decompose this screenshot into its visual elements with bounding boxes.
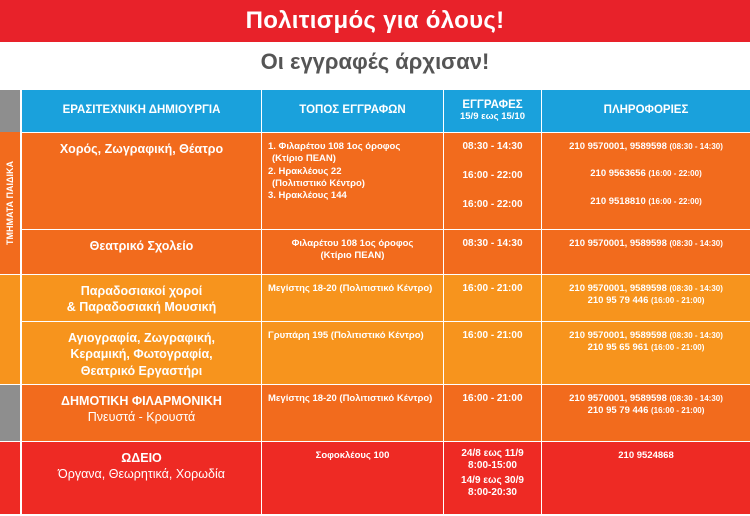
table-row — [22, 230, 750, 274]
activity-cell: ΩΔΕΙΟ Όργανα, Θεωρητικά, Χορωδία — [22, 442, 262, 514]
side-label-children: ΤΜΗΜΑΤΑ ΠΑΙΔΙΚΑ — [5, 160, 16, 246]
header-place: ΤΟΠΟΣ ΕΓΓΡΑΦΩΝ — [262, 90, 444, 132]
table-row — [22, 133, 750, 229]
place-cell: Γρυπάρη 195 (Πολιτιστικό Κέντρο) — [262, 322, 444, 384]
time-cell: 16:00 - 21:00 — [444, 322, 542, 384]
time-cell: 08:30 - 14:30 16:00 - 22:00 16:00 - 22:00 — [444, 133, 542, 229]
table-row — [22, 442, 750, 514]
place-cell: 1. Φιλαρέτου 108 1ος όροφος (Κτίριο ΠΕΑΝ) 2. Ηρακλέους 22 (Πολιτιστικό Κέντρο) 3. Ηρακλέους 144 — [262, 133, 444, 229]
side-strip-philharmonic — [0, 385, 20, 441]
info-cell: 210 9570001, 9589598 (08:30 - 14:30) 210 95 79 446 (16:00 - 21:00) — [569, 393, 723, 417]
info-cell: 210 9570001, 9589598 (08:30 - 14:30) 210 95 79 446 (16:00 - 21:00) — [569, 283, 723, 307]
table-row — [22, 275, 750, 321]
side-strip-children — [0, 132, 20, 274]
header-activity: ΕΡΑΣΙΤΕΧΝΙΚΗ ΔΗΜΙΟΥΡΓΙΑ — [22, 90, 262, 132]
header-registration: ΕΓΓΡΑΦΕΣ 15/9 εως 15/10 — [444, 90, 542, 132]
place-cell: Μεγίστης 18-20 (Πολιτιστικό Κέντρο) — [262, 385, 444, 441]
time-cell: 16:00 - 21:00 — [444, 275, 542, 321]
activity-cell: Χορός, Ζωγραφική, Θέατρο — [22, 133, 262, 229]
place-cell: Σοφοκλέους 100 — [262, 442, 444, 514]
activity-cell: Θεατρικό Σχολείο — [22, 230, 262, 274]
side-strip-conservatory — [0, 442, 20, 514]
side-strip-header — [0, 90, 20, 132]
info-cell: 210 9570001, 9589598 (08:30 - 14:30) — [569, 238, 723, 249]
place-cell: Φιλαρέτου 108 1ος όροφος (Κτίριο ΠΕΑΝ) — [262, 230, 444, 274]
info-cell: 210 9570001, 9589598 (08:30 - 14:30) 210 9563656 (16:00 - 22:00) 210 9518810 (16:00 - 22:00) — [569, 141, 723, 207]
info-cell: 210 9524868 — [618, 450, 674, 461]
table-row — [22, 385, 750, 441]
header-info: ΠΛΗΡΟΦΟΡΙΕΣ — [603, 104, 689, 117]
time-cell: 08:30 - 14:30 — [444, 230, 542, 274]
activity-cell: ΔΗΜΟΤΙΚΗ ΦΙΛΑΡΜΟΝΙΚΗ Πνευστά - Κρουστά — [22, 385, 262, 441]
activity-cell: Παραδοσιακοί χοροί & Παραδοσιακή Μουσική — [22, 275, 262, 321]
table-row — [22, 322, 750, 384]
info-cell: 210 9570001, 9589598 (08:30 - 14:30) 210 95 65 961 (16:00 - 21:00) — [569, 330, 723, 354]
side-strip-traditional — [0, 275, 20, 384]
subtitle: Οι εγγραφές άρχισαν! — [260, 49, 490, 74]
place-cell: Μεγίστης 18-20 (Πολιτιστικό Κέντρο) — [262, 275, 444, 321]
banner-title: Πολιτισμός για όλους! — [0, 0, 750, 42]
time-cell: 24/8 εως 11/9 8:00-15:00 14/9 εως 30/9 8:00-20:30 — [444, 442, 542, 514]
activity-cell: Αγιογραφία, Ζωγραφική, Κεραμική, Φωτογραφία, Θεατρικό Εργαστήρι — [22, 322, 262, 384]
table-header — [22, 90, 750, 132]
time-cell: 16:00 - 21:00 — [444, 385, 542, 441]
